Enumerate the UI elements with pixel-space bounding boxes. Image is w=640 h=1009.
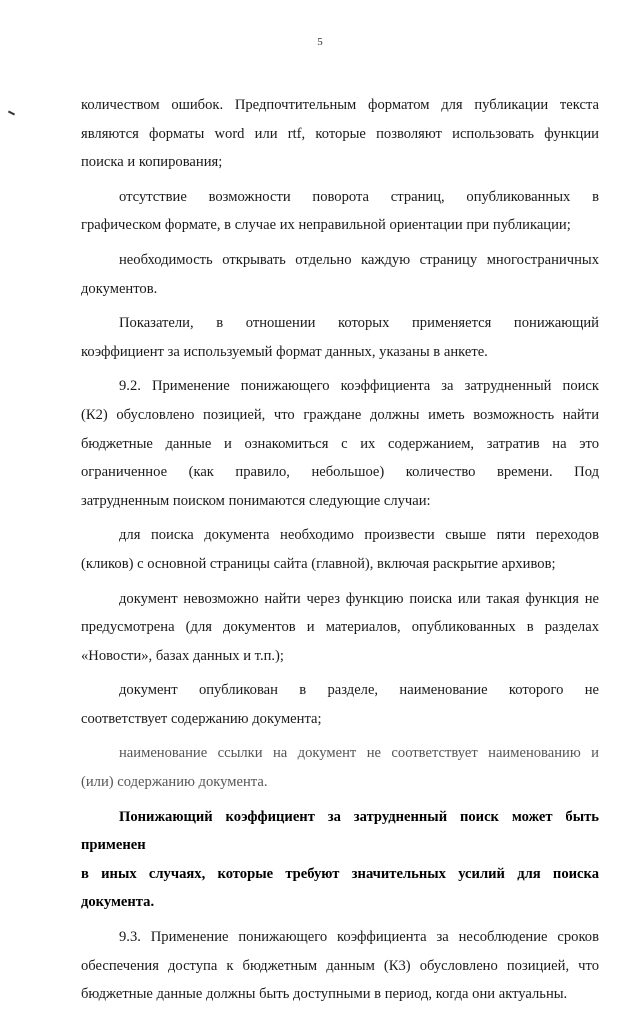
- text-line: поиска и копирования;: [81, 154, 223, 171]
- text-line: отсутствие возможности поворота страниц, опубликованных в: [119, 188, 599, 205]
- text-line: документ невозможно найти через функцию поиска или такая функция не: [119, 590, 599, 607]
- paragraph: [81, 372, 599, 515]
- text-line: необходимость открывать отдельно каждую страницу многостраничных: [119, 251, 599, 268]
- text-line: в иных случаях, которые требуют значительных усилий для поиска документа.: [81, 865, 599, 911]
- paragraph: [81, 676, 599, 733]
- text-line: документ опубликован в разделе, наименование которого не: [119, 682, 599, 699]
- text-line: документов.: [81, 280, 158, 297]
- text-line: Показатели, в отношении которых применяется понижающий: [119, 315, 599, 332]
- paragraph: [81, 803, 599, 917]
- document-body: [81, 91, 599, 1009]
- page-number: 5: [317, 36, 323, 48]
- text-line: Понижающий коэффициент за затрудненный поиск может быть применен: [81, 808, 599, 854]
- text-line: для поиска документа необходимо произвести свыше пяти переходов: [119, 527, 599, 544]
- text-line: (К2) обусловлено позицией, что граждане должны иметь возможность найти: [81, 406, 599, 423]
- paragraph: [81, 521, 599, 578]
- text-line: обеспечения доступа к бюджетным данным (К3) обусловлено позицией, что: [81, 957, 599, 974]
- text-line: количеством ошибок. Предпочтительным форматом для публикации текста: [81, 97, 599, 113]
- scan-mark: [8, 110, 15, 115]
- text-line: коэффициент за используемый формат данных, указаны в анкете.: [81, 343, 488, 360]
- text-line: затрудненным поиском понимаются следующие случаи:: [81, 492, 431, 509]
- paragraph: [81, 91, 599, 177]
- text-line: бюджетные данные и ознакомиться с их содержанием, затратив на это: [81, 435, 599, 452]
- text-line: графическом формате, в случае их неправильной ориентации при публикации;: [81, 217, 571, 234]
- text-line: 9.3. Применение понижающего коэффициента за несоблюдение сроков: [119, 929, 599, 946]
- paragraph: [81, 585, 599, 671]
- paragraph: [81, 246, 599, 303]
- text-line: бюджетные данные должны быть доступными в период, когда они актуальны.: [81, 986, 568, 1003]
- text-line: (кликов) с основной страницы сайта (главной), включая раскрытие архивов;: [81, 555, 556, 572]
- paragraph: [81, 183, 599, 240]
- text-line: соответствует содержанию документа;: [81, 710, 322, 727]
- text-line: (или) содержанию документа.: [81, 774, 268, 791]
- paragraph: [81, 923, 599, 1009]
- text-line: являются форматы word или rtf, которые позволяют использовать функции: [81, 125, 599, 142]
- text-line: ограниченное (как правило, небольшое) количество времени. Под: [81, 464, 599, 481]
- text-line: предусмотрена (для документов и материалов, опубликованных в разделах: [81, 619, 599, 636]
- paragraph: [81, 309, 599, 366]
- text-line: «Новости», базах данных и т.п.);: [81, 647, 284, 664]
- text-line: наименование ссылки на документ не соответствует наименованию и: [119, 745, 599, 762]
- paragraph: [81, 739, 599, 796]
- text-line: 9.2. Применение понижающего коэффициента за затрудненный поиск: [119, 378, 599, 395]
